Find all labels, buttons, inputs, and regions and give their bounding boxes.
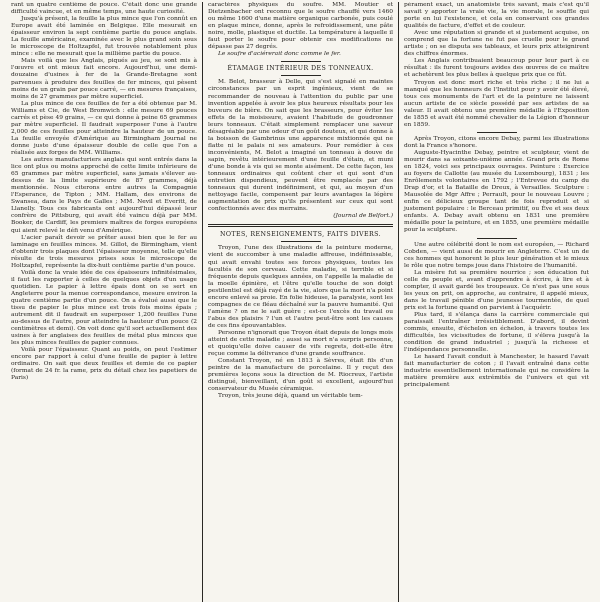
newspaper-page: [6, 0, 594, 600]
section-title-notes: NOTES, RENSEIGNEMENTS, FAITS DIVERS.: [219, 231, 382, 239]
section-title-etamage: ÉTAMAGE INTÉRIEUR DES TONNEAUX.: [227, 65, 374, 73]
paragraph: Auguste-Hyacinthe Debay, peintre et sculpteur, vient de mourir dans sa soixante-unième année. Grand prix de Rome en 1824, voici ses principaux ouvrages. Peinture : Exercice au foyers de Callotte (au musée du Luxembourg), 1831 ; les Enrôlements volontaires en 1792 ; l'Entrevue du camp du Drap d'or, et la Bataille de Dreux, à Versailles. Sculpture : Mausolée de Mgr Affre ; Perrault, pour le nouveau Louvre ; enfin ce délicieux groupe tant de fois reproduit et si justement populaire : le Berceau primitif, ou Ève et ses deux enfants. A. Debay avait obtenu en 1831 une première médaille pour la peinture, et en 1855, une première médaille pour la sculpture.: [404, 149, 589, 234]
paragraph: Voilà pour l'épaisseur. Quant au poids, on peut l'estimer encore par rapport à celui d'une feuille de papier à lettre ordinaire. On sait que deux feuilles et demie de ce papier (format de 24 fr. la rame, prix du détail chez les papetiers de Paris): [11, 347, 197, 382]
divider: [208, 224, 393, 227]
column-left: [6, 2, 202, 602]
paragraph: Mais voilà que les Anglais, piqués au jeu, se sont mis à l'œuvre et ont mieux fait encore. Aujourd'hui, une demi-douzaine d'usines à fer de la Grande-Bretagne sont parvenues à produire des feuilles de fer minces, qui pèsent moins de un grain par pouce carré, — en mesures françaises, moins de 27 grammes par mètre superficiel.: [11, 58, 197, 100]
paragraph: caractères physiques du soufre. MM. Moutier et Dietzenbacher ont reconnu que le soufre chauffé vers 1460 ou même 1600 d'une matière organique carbonée, puis coulé en plaque mince, donne, après le refroidissement, une pâte noire, molle, plastique et ductile. La température à laquelle il faut porter le soufre pour obtenir ces modifications ne dépasse pas 27 degrés.: [208, 2, 393, 51]
paragraph: La plus mince de ces feuilles de fer a été obtenue par M. Williams et Cie, de West Bromwich : elle mesure 69 pouces carrés et pèse 49 grains, — ce qui donne à peine 65 grammes par mètre superficiel. Il faudrait superposer l'une à l'autre 2,000 de ces feuilles pour atteindre la hauteur de un pouce. La feuille envoyée d'Amérique au Birmingham Journal ne donne juste d'une épaisseur double de celle que l'on a réalisée aux forges de MM. Williams.: [11, 100, 197, 156]
paragraph: Voilà donc la vraie idée de ces épaisseurs infinitésimales, il faut les rapporter à celles de quelques objets d'un usage quotidien. Le papier à lettre épais dont on se sert en Angleterre pour la menue correspondance, mesure environ la quatre centième partie d'un pouce. On a évalué aussi que le tissu de papier le plus mince est trois fois moins épais ; autrement dit il faudrait en superposer 1,200 feuilles l'une au-dessus de l'autre, pour atteindre la hauteur d'un pouce (2 centimètres et demi). On voit donc qu'il sort actuellement des usines à fer anglaises des feuilles de métal plus minces que les plus minces feuilles de papier connues.: [11, 269, 197, 347]
paragraph: Avec une réputation si grande et si justement acquise, on comprend que la fortune ne fut pas cruelle pour le grand artiste ; on se disputa ses tableaux, et leurs prix atteignirent des chiffres énormes.: [404, 30, 589, 58]
paragraph: Troyon, l'une des illustrations de la peinture moderne, vient de succomber à une maladie affreuse, indéfinissable, qui avait envahi toutes ses forces physiques, toutes les facultés de son cerveau. Cette maladie, si terrible et si fréquente depuis quelques années, on l'appelle la maladie de la moelle épinière, et l'être qu'elle touche de son doigt pestilentiel est déjà rayé de la vie, alors que la mort n'a point encore enlevé sa proie. En folie hideuse, la paralysie, sont les compagnes de ce fléau déchaîné sur la pauvre humanité. Qui l'amène ? on ne le sait guère ; est-ce l'excès du travail ou l'abus des plaisirs ? l'un et l'autre peut-être sont les causes de ces fins épouvantables.: [208, 245, 393, 329]
paragraph: M. Belot, brasseur à Delle, qui s'est signalé en maintes circonstances par un esprit ingénieux, vient de se recommander de nouveau à l'attention du public par une invention appelée à avoir les plus heureux résultats pour les buveurs de bière. On sait que les brasseurs, pour éviter les effets de la moisissure, avaient l'habitude de goudronner leurs tonneaux. C'était simplement remplacer une saveur désagréable par une odeur d'un goût douteux, et qui donne à la boisson de Gambrinus une apparence mixtionnée qui ne flatte ni le palais ni ses amateurs. Pour remédier à ces inconvénients, M. Belot a imaginé un tonneau à douve de sapin, revêtu intérieurement d'une feuille d'étain, et muni d'une bonde à vis qui se monte aisément. De cette façon, les tonneaux ordinaires qui coûtent cher et qui sont d'un entretien dispendieux, peuvent être remplacés par des tonneaux qui durent indéfiniment, et qui, au moyen d'un nettoyage facile, compensent par leurs avantages la légère augmentation de prix qu'ils présentent sur ceux qui sont confectionnés avec des merrains.: [208, 79, 393, 213]
paragraph: Les Anglais contribuaient beaucoup pour leur part à ce résultat : ils furent toujours avides des œuvres de ce maître et achetèrent les plus belles à quelque prix que ce fût.: [404, 58, 589, 79]
divider: [281, 61, 321, 62]
paragraph: Troyon est donc mort riche et très riche ; il ne lui a manqué que les honneurs de l'Institut pour y avoir été élevé, tous ces monuments de l'art et de la peinture ne laissent aucun artiste de ce siècle possédé par ses artistes de sa valeur. Il avait obtenu une première médaille à l'Exposition de 1855 et avait été nommé chevalier de la Légion d'honneur en 1859.: [404, 79, 589, 128]
paragraph: Jusqu'à présent, la feuille la plus mince que l'on connût en Europe avait été laminée en Belgique. Elle mesurait en épaisseur environ la sept centième partie du pouce anglais. La feuille américaine, examinée avec le plus grand soin sous le microscope de Holtzapfel, fut trouvée notablement plus mince : elle ne mesurait que la millième partie du pouce.: [11, 16, 197, 58]
divider: [281, 75, 321, 76]
divider: [477, 132, 517, 133]
paragraph: Une autre célébrité dont le nom est européen, — Richard Cobden, — vient aussi de mourir en Angleterre. C'est un de ces hommes qui honorent le plus leur génération et le mieux le rôle que notre temps joue dans l'histoire de l'humanité.: [404, 241, 589, 269]
paragraph: Le hasard l'avait conduit à Manchester, le hasard l'avait fait manufacturier de coton ; il l'avait entraîné dans cette industrie essentiellement internationale qui ne considère la matière première aux extrémités de l'univers et qui vit principalement: [404, 354, 589, 389]
paragraph: rant un quatre centième de pouce. C'était donc une grande difficulté vaincue, et en même temps, une haute curiosité.: [11, 2, 197, 16]
paragraph: pérament exact, un anatomiste très savant, mais c'est qu'il savait y apporter la vraie vie, la vie morale, le souffle qui porte en lui l'existence, et cela en conservant ces grandes qualités de facture, d'effet et de couleur.: [404, 2, 589, 30]
column-middle: [202, 2, 398, 602]
paragraph: La misère fut sa première nourrice ; son éducation fut celle du peuple et, avant d'apprendre à écrire, à lire et à compter, il avait gardé les troupeaux. Ce n'est pas une sous les yeux on prit, on approche, au contraire, il appelé mieux, dans le travail pénible d'une jeunesse tourmentée, de quel prix est la fortune quand on parvient à l'acquérir.: [404, 269, 589, 311]
paragraph: Personne n'ignorait que Troyon était depuis de longs mois atteint de cette maladie ; aussi sa mort n'a surpris personne, et quoiqu'elle doive causer de vifs regrets, doit-elle être reçue comme la délivrance d'une grande souffrance.: [208, 329, 393, 358]
paragraph: Constant Troyon, né en 1813 à Sèvres, était fils d'un peintre de la manufacture de porcelaine. Il y reçut des premières leçons sous la direction de M. Riocreux, l'artiste distingué, bienveillant, d'un goût si excellent, aujourd'hui conservateur du Musée céramique.: [208, 358, 393, 393]
paragraph: Le soufre d'aciérerait donc comme le fer.: [218, 51, 341, 58]
paragraph: Plus tard, il s'élança dans la carrière commerciale qui paraissait l'entraîner irrésistiblement. D'abord, il devint commis, ensuite, d'échelon en échelon, à travers toutes les difficultés, les vicissitudes de fortune, il s'éleva jusqu'à la condition de grand industriel ; jusqu'à la richesse et l'indépendance personnelle.: [404, 311, 589, 354]
paragraph: Après Troyon, citons encore Debay, parmi les illustrations dont la France s'honore.: [404, 135, 589, 149]
divider: [477, 238, 517, 239]
divider: [281, 241, 321, 242]
paragraph: L'acier paraît devoir se prêter aussi bien que le fer au laminage en feuilles minces. M. Gillot, de Birmingham, vient d'obtenir trois plaques dont l'épaisseur moyenne, telle qu'elle résulte de trois mesures prises sous le microscope de Holtzapfel, représente la dix-huit centième partie d'un pouce.: [11, 234, 197, 269]
article-source: (Journal de Belfort.): [333, 213, 393, 220]
paragraph: Troyon, très jeune déjà, quand un véritable tem-: [218, 393, 363, 400]
column-right: [398, 2, 594, 602]
paragraph: Les autres manufacturiers anglais qui sont entrés dans la lice ont plus ou moins approché de cette limite inférieure de 65 grammes par mètre superficiel, sans jamais s'élever au-dessus de la limite supérieure de 87 grammes, déjà mentionnée. Nous citerons entre autres la Compagnie l'Esperance, de Tipton ; MM. Hallam, des environs de Swansea, dans le Pays de Galles ; MM. Nevil et Everitt, de Llanelly. Tous ces fabricants ont aujourd'hui dépassé leur confrère de Pittsburg, qui avait été vaincu déjà par MM. Booker, de Cardiff, les premiers maîtres de forges européens qui aient relevé le défi venu d'Amérique.: [11, 157, 197, 234]
